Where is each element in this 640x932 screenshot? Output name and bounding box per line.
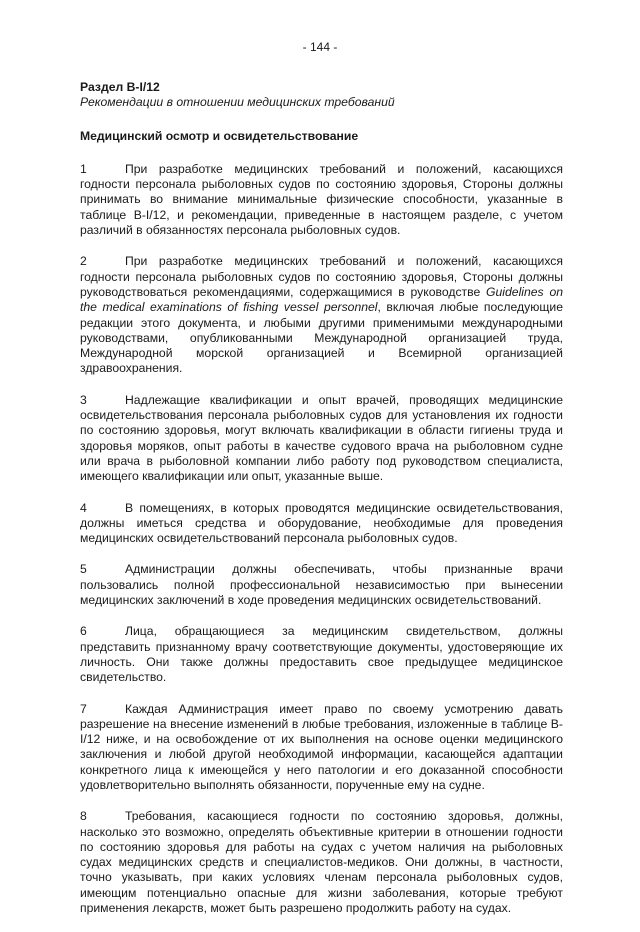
- paragraph-4: [80, 501, 563, 547]
- paragraph-1: [80, 162, 563, 238]
- section-subtitle: Рекомендации в отношении медицинских требований: [80, 95, 395, 110]
- paragraph-number: 4: [80, 500, 87, 515]
- paragraph-text: Каждая Администрация имеет право по своему усмотрению давать разрешение на внесение изменений в любые требования, изложенные в таблице B-I/12 ниже, и на освобождение от их выполнения на основе оценки медицинского заключения и любой другой необходимой информации, касающейся адаптации конкретного лица к имеющейся у него патологии и его доказанной способности удовлетворительно выполнять обязанности, порученные ему на судне.: [80, 701, 563, 792]
- paragraph-text: В помещениях, в которых проводятся медицинские освидетельствования, должны иметься средства и оборудование, необходимые для проведения медицинских освидетельствований персонала рыболовных судов.: [80, 500, 563, 546]
- paragraph-text: Администрации должны обеспечивать, чтобы признанные врачи пользовались полной профессиональной независимостью при вынесении медицинских заключений в ходе проведения медицинских освидетельствований.: [80, 562, 563, 608]
- paragraph-number: 7: [80, 701, 87, 716]
- paragraph-5: [80, 562, 563, 608]
- paragraph-7: [80, 702, 563, 794]
- paragraph-text-before: При разработке медицинских требований и положений, касающихся годности персонала рыболовных судов по состоянию здоровья, Стороны должны руководствоваться рекомендациями, содержащимися в руководстве: [80, 254, 563, 299]
- page-number: - 144 -: [302, 40, 338, 54]
- paragraph-number: 2: [80, 254, 87, 269]
- paragraph-3: [80, 393, 563, 485]
- paragraph-text: Лица, обращающиеся за медицинским свидетельством, должны представить признанному врачу соответствующие документы, удостоверяющие их личность. Они также должны предоставить свое предыдущее медицинское свидетельство.: [80, 624, 563, 685]
- guidelines-title: Guidelines on the medical examinations of fishing vessel personnel: [80, 284, 563, 315]
- paragraph-number: 3: [80, 392, 87, 407]
- document-body: [80, 80, 563, 932]
- section-heading: Медицинский осмотр и освидетельствование: [80, 128, 359, 143]
- paragraph-8: [80, 809, 563, 916]
- paragraph-number: 1: [80, 161, 87, 176]
- paragraph-text-after: , включая любые последующие редакции этого документа, и любыми другими применимыми международными руководствами, опубликованными Международной организацией труда, Международной морской организацией и Всемирной организацией здравоохранения.: [80, 300, 563, 376]
- paragraph-2: [80, 254, 563, 376]
- paragraph-number: 8: [80, 809, 87, 824]
- section-title: Раздел B-I/12: [80, 80, 160, 94]
- paragraph-number: 6: [80, 624, 87, 639]
- paragraph-number: 5: [80, 562, 87, 577]
- paragraph-text: Надлежащие квалификации и опыт врачей, проводящих медицинские освидетельствования персонала рыболовных судов для установления их годности по состоянию здоровья, могут включать квалификации в области гигиены труда и здоровья моряков, опыт работы в качестве судового врача на рыболовном судне или врача в рыболовной компании либо работу под руководством специалиста, имеющего квалификации или опыт, указанные выше.: [80, 392, 563, 484]
- paragraph-6: [80, 624, 563, 685]
- paragraph-text: При разработке медицинских требований и положений, касающихся годности персонала рыболовных судов по состоянию здоровья, Стороны должны принимать во внимание минимальные физические способности, указанные в таблице B-I/12, и рекомендации, приведенные в настоящем разделе, с учетом различий в обязанностях персонала рыболовных судов.: [80, 161, 563, 238]
- paragraph-text: Требования, касающиеся годности по состоянию здоровья, должны, насколько это возможно, определять объективные критерии в отношении годности по состоянию здоровья для работы на судах с учетом наличия на рыболовных судах медицинских средств и специалистов-медиков. Они должны, в частности, точно указывать, при каких условиях членам персонала рыболовных судов, имеющим потенциально опасные для жизни заболевания, которые требуют применения лекарств, может быть разрешено продолжить работу на судах.: [80, 809, 563, 916]
